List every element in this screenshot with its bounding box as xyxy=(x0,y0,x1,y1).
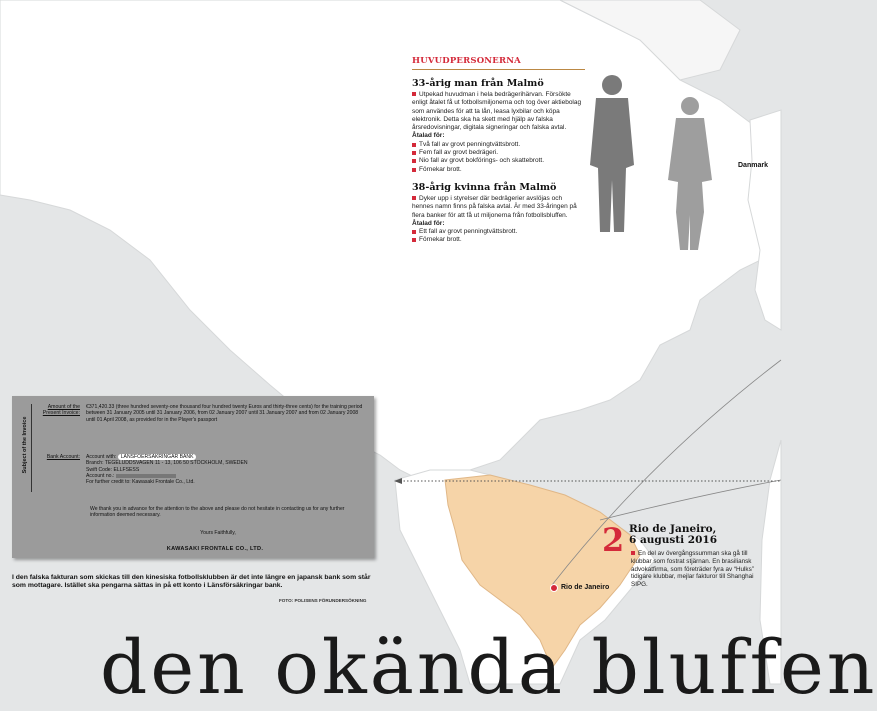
redacted-account-number xyxy=(116,474,176,478)
rio-title-line2: 6 augusti 2016 xyxy=(629,534,718,546)
invoice-side-label xyxy=(17,404,32,492)
invoice-account-no: Account no.: xyxy=(86,472,115,479)
bullet-square-icon xyxy=(412,92,416,96)
person1-charges-list xyxy=(412,141,585,174)
invoice-credit-to: For further credit to: Kawasaki Frontale Co., Ltd. xyxy=(86,479,195,486)
invoice-amount-text: €371,420.33 (three hundred seventy-one thousand four hundred twenty Euros and thirty-three cents) for the training period between 31 January 2005 until 31 January 2006, from 02 January 2007 until 31 January 2007 and from 02 January 2008 until 01 April 2008, as provided for in the Player's passport xyxy=(86,404,363,423)
person1-charged-label: Åtalad för: xyxy=(412,132,445,140)
list-item: Förnekar brott. xyxy=(412,166,585,174)
invoice-thanks: We thank you in advance for the attention to the above and please do not hesitate in contacting us for any further information deemed necessary. xyxy=(90,506,345,519)
rio-step-number: 2 xyxy=(602,521,625,559)
denmark-label: Danmark xyxy=(738,162,768,169)
invoice-branch: Branch: TEGELUDDSVAGEN 11 - 13, 106 50 STOCKHOLM, SWEDEN xyxy=(86,460,248,467)
list-item: Förnekar brott. xyxy=(412,236,585,244)
person2-charges-list xyxy=(412,228,585,245)
main-persons-panel xyxy=(412,56,585,245)
invoice-swift: Swift Code: ELLFSESS xyxy=(86,466,140,473)
rio-description xyxy=(631,550,769,589)
invoice-side-text: Subject of the Invoice xyxy=(22,416,28,474)
rio-title xyxy=(629,524,769,546)
rio-title-line1: Rio de Janeiro, xyxy=(629,523,717,535)
invoice-company: KAWASAKI FRONTALE CO., LTD. xyxy=(166,546,264,552)
list-item: Ett fall av grovt penningtvättsbrott. xyxy=(412,228,585,236)
invoice-amount-label: Amount of the Present Invoice: xyxy=(42,404,80,416)
list-item: Nio fall av grovt bokförings- och skattebrott. xyxy=(412,157,585,165)
invoice-bank-label: Bank Account: xyxy=(46,454,80,460)
account-with-highlight: LANSFOERSAKRINGAR BANK xyxy=(118,454,197,460)
bottom-headline-cropped: den okända bluffen xyxy=(100,625,877,711)
panel-header: HUVUDPERSONERNA xyxy=(412,56,585,70)
invoice-bank-details xyxy=(86,454,368,485)
invoice-caption: I den falska fakturan som skickas till den kinesiska fotbollsklubben är det inte längre en japansk bank som står som mottagare. Istället ska pengarna sättas in på ett konto i Länsförsäkringar bank. xyxy=(12,574,371,590)
rio-desc-text: En del av övergångssumman ska gå till klubbar som fostrat stjärnan. En brasiliansk advokatfirma, som företräder fyra av “Hulks” tidigare klubbar, mejlar fakturor till Shanghai SIPG. xyxy=(631,550,754,589)
bullet-square-icon xyxy=(631,551,635,555)
list-item: Fem fall av grovt bedrägeri. xyxy=(412,149,585,157)
account-with-prefix: Account with: xyxy=(86,454,117,460)
person1-desc-text: Utpekad huvudman i hela bedrägerihärvan. Försökte enligt åtalet få ut fotbollsmiljonerna och tog över aktiebolag som användes för att ta lån, leasa lyxbilar och köpa elektronik. Detta ska ha skett med hjälp av falska årsredovisningar, digitala signeringar och falska avtal. xyxy=(412,91,582,132)
invoice-faithfully: Yours Faithfully, xyxy=(200,530,236,536)
person1-description xyxy=(412,91,585,132)
person2-desc-text: Dyker upp i styrelser där bedrägerier avslöjas och hennes namn finns på falska avtal. Är med 33-åringen på flera banker för att få ut miljonerna från fotbollsbluffen. xyxy=(412,194,577,219)
person2-description xyxy=(412,195,585,220)
rio-marker-icon xyxy=(550,584,558,592)
list-item: Två fall av grovt penningtvättsbrott. xyxy=(412,141,585,149)
person1-title: 33-årig man från Malmö xyxy=(412,78,544,89)
person2-charged-label: Åtalad för: xyxy=(412,219,445,227)
invoice-photo xyxy=(12,396,374,558)
bullet-square-icon xyxy=(412,196,416,200)
rio-map-label: Rio de Janeiro xyxy=(561,584,610,591)
person2-title: 38-årig kvinna från Malmö xyxy=(412,181,557,193)
photo-credit: FOTO: POLISENS FÖRUNDERSÖKNING xyxy=(279,598,367,603)
